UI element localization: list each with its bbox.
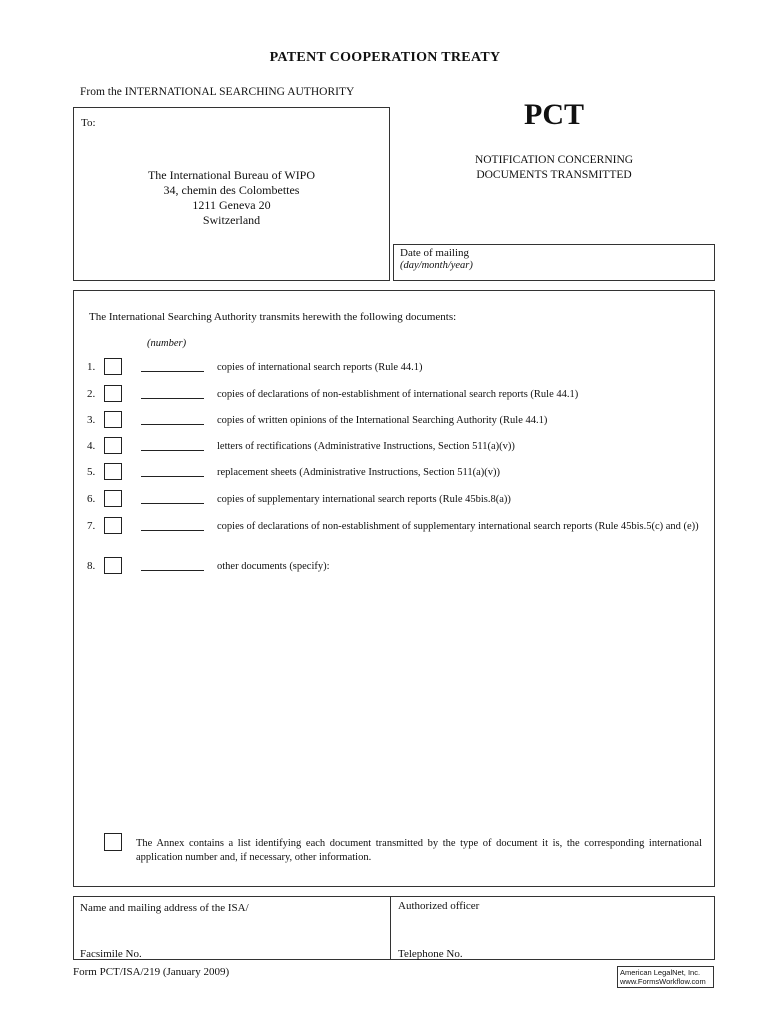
form-code: PCT [524,98,584,131]
item-description: other documents (specify): [217,561,330,572]
telephone-label: Telephone No. [398,948,463,960]
item-count-blank[interactable] [141,530,204,531]
document-item-1 [0,358,770,378]
item-count-blank[interactable] [141,424,204,425]
date-of-mailing-label: Date of mailing [400,247,470,259]
address-line-3: 1211 Geneva 20 [192,198,271,212]
item-checkbox[interactable] [104,411,122,428]
documents-intro: The International Searching Authority transmits herewith the following documents: [89,311,457,323]
annex-checkbox[interactable] [104,833,122,851]
item-description: copies of declarations of non-establishment of international search reports (Rule 44.1) [217,389,579,400]
item-number: 2. [87,388,96,400]
item-number: 8. [87,560,96,572]
address-line-2: 34, chemin des Colombettes [163,183,300,197]
publisher-stamp [617,966,714,988]
document-item-5 [0,463,770,483]
annex-note: The Annex contains a list identifying each document transmitted by the type of document it is, the corresponding international application number and, if necessary, other information. [136,838,702,863]
item-description: copies of written opinions of the International Searching Authority (Rule 44.1) [217,415,548,426]
form-heading [393,153,715,183]
item-description: replacement sheets (Administrative Instructions, Section 511(a)(v)) [217,467,501,478]
item-count-blank[interactable] [141,476,204,477]
item-number: 6. [87,493,96,505]
to-label: To: [81,117,96,129]
item-checkbox[interactable] [104,385,122,402]
publisher-website: www.FormsWorkflow.com [620,977,706,986]
document-item-3 [0,411,770,431]
address-line-4: Switzerland [202,213,261,227]
address-line-1: The International Bureau of WIPO [147,168,316,182]
document-item-8 [0,557,770,577]
document-item-2 [0,385,770,405]
item-number: 7. [87,520,96,532]
item-count-blank[interactable] [141,371,204,372]
item-checkbox[interactable] [104,557,122,574]
document-item-6 [0,490,770,510]
item-count-blank[interactable] [141,450,204,451]
item-count-blank[interactable] [141,503,204,504]
item-count-blank[interactable] [141,570,204,571]
item-checkbox[interactable] [104,517,122,534]
item-description: copies of supplementary international search reports (Rule 45bis.8(a)) [217,494,511,505]
item-description: copies of international search reports (Rule 44.1) [217,362,423,373]
publisher-name: American LegalNet, Inc. [620,968,701,977]
item-number: 5. [87,466,96,478]
document-item-4 [0,437,770,457]
form-heading-line-2: DOCUMENTS TRANSMITTED [476,169,632,181]
document-item-7 [0,517,770,551]
isa-details-divider [390,896,391,960]
item-number: 4. [87,440,96,452]
item-checkbox[interactable] [104,358,122,375]
item-checkbox[interactable] [104,490,122,507]
item-checkbox[interactable] [104,437,122,454]
item-number: 3. [87,414,96,426]
item-number: 1. [87,361,96,373]
date-format-hint: (day/month/year) [400,260,473,271]
item-count-blank[interactable] [141,398,204,399]
sender-line: From the INTERNATIONAL SEARCHING AUTHORITY [80,86,355,98]
item-checkbox[interactable] [104,463,122,480]
addressee-address [73,168,390,228]
item-description: letters of rectifications (Administrative Instructions, Section 511(a)(v)) [217,441,515,452]
document-title: PATENT COOPERATION TREATY [269,50,501,65]
documents-section [73,290,715,887]
form-heading-line-1: NOTIFICATION CONCERNING [474,154,634,166]
form-identifier: Form PCT/ISA/219 (January 2009) [73,966,230,978]
facsimile-label: Facsimile No. [80,948,142,960]
item-description: copies of declarations of non-establishment of supplementary international search reports (Rule 45bis.5(c) and (e)) [217,521,699,532]
authorized-officer-label: Authorized officer [398,900,480,912]
number-column-hint: (number) [147,338,187,349]
isa-name-address-label: Name and mailing address of the ISA/ [80,902,249,914]
